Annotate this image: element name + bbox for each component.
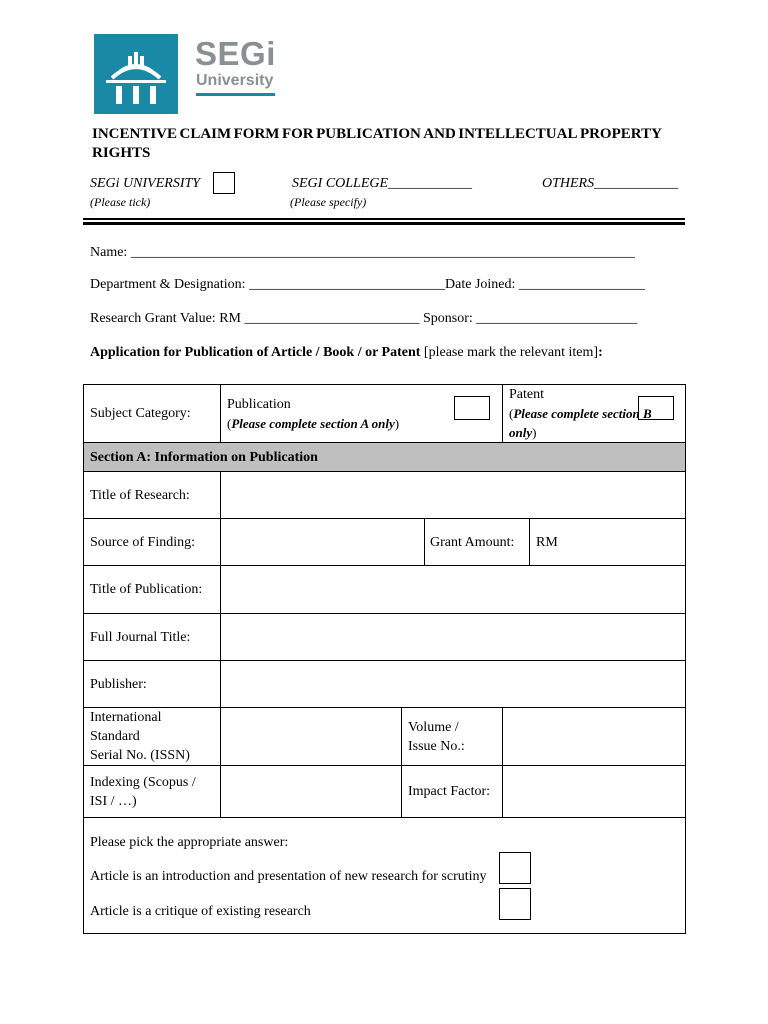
- form-title-word: FOR: [281, 126, 314, 142]
- grant-amount-label: Grant Amount:: [425, 519, 530, 566]
- option-segi-university-hint: (Please tick): [90, 195, 151, 209]
- form-title: [92, 125, 662, 163]
- application-instruction-colon: :: [598, 345, 603, 360]
- source-of-finding-input[interactable]: [221, 519, 425, 566]
- grant-amount-input[interactable]: RM: [530, 519, 686, 566]
- header-divider-thick: [83, 222, 685, 225]
- indexing-label-line2: ISI / …): [90, 793, 137, 809]
- title-of-publication-input[interactable]: [221, 566, 686, 614]
- form-title-line1: [92, 125, 662, 144]
- option-others[interactable]: OTHERS____________: [542, 176, 679, 191]
- form-title-word: FORM: [233, 126, 280, 142]
- subject-category-label: Subject Category:: [84, 385, 221, 443]
- research-grant-field[interactable]: Research Grant Value: RM _________________________ Sponsor: _______________________: [90, 311, 638, 326]
- issn-label-line1: International Standard: [90, 710, 162, 744]
- answer-pick-cell: [84, 818, 686, 934]
- application-instruction-note: [please mark the relevant item]: [420, 345, 599, 360]
- name-field[interactable]: Name: ________________________________________________________________________: [90, 245, 635, 260]
- header-divider: [83, 218, 685, 220]
- logo-underline: [196, 93, 275, 96]
- university-logo-icon: [94, 34, 178, 114]
- form-title-word: PUBLICATION: [316, 126, 421, 142]
- publication-checkbox[interactable]: [454, 396, 490, 420]
- form-title-word: AND: [423, 126, 456, 142]
- volume-issue-label: [402, 708, 503, 766]
- logo-subtitle: University: [196, 72, 274, 89]
- issn-input[interactable]: [221, 708, 402, 766]
- answer-critique-checkbox[interactable]: [499, 888, 531, 920]
- publisher-label: Publisher:: [84, 661, 221, 708]
- volume-issue-input[interactable]: [503, 708, 686, 766]
- answer-new-research: Article is an introduction and presentation of new research for scrutiny: [90, 869, 487, 884]
- pick-answer-prompt: Please pick the appropriate answer:: [90, 835, 289, 850]
- issn-label-line2: Serial No. (ISSN): [90, 748, 190, 763]
- impact-factor-label: Impact Factor:: [402, 766, 503, 818]
- department-designation-field[interactable]: Department & Designation: ____________________________Date Joined: __________________: [90, 277, 645, 292]
- patent-note-close: ): [532, 425, 537, 440]
- publication-note: Please complete section A only: [231, 415, 395, 431]
- title-of-research-label: Title of Research:: [84, 472, 221, 519]
- option-segi-university: SEGi UNIVERSITY: [90, 176, 201, 191]
- option-segi-college[interactable]: SEGI COLLEGE____________: [292, 176, 473, 191]
- publication-label: Publication: [227, 396, 291, 412]
- patent-option-cell: [503, 385, 686, 443]
- segi-university-checkbox[interactable]: [213, 172, 235, 194]
- full-journal-title-input[interactable]: [221, 614, 686, 661]
- logo-brand: SEGi: [195, 35, 276, 72]
- title-of-publication-label: Title of Publication:: [84, 566, 221, 614]
- form-title-line2: RIGHTS: [92, 145, 151, 161]
- indexing-label: [84, 766, 221, 818]
- publisher-input[interactable]: [221, 661, 686, 708]
- application-instruction-bold: Application for Publication of Article / Book / or Patent: [90, 345, 421, 360]
- title-of-research-input[interactable]: [221, 472, 686, 519]
- answer-critique: Article is a critique of existing research: [90, 904, 311, 919]
- form-title-word: INTELLECTUAL: [458, 126, 578, 142]
- patent-note: Please complete section B only: [509, 406, 652, 440]
- patent-label: Patent: [509, 387, 545, 402]
- publication-option-cell: [221, 385, 503, 443]
- source-of-finding-label: Source of Finding:: [84, 519, 221, 566]
- full-journal-title-label: Full Journal Title:: [84, 614, 221, 661]
- application-instruction: [90, 345, 603, 361]
- publication-note-close: ): [394, 415, 400, 431]
- volume-label-line1: Volume /: [408, 719, 459, 735]
- answer-new-research-checkbox[interactable]: [499, 852, 531, 884]
- indexing-label-line1: Indexing (Scopus /: [90, 774, 196, 790]
- issn-label: [84, 708, 221, 766]
- form-title-word: INCENTIVE: [92, 126, 178, 142]
- patent-checkbox[interactable]: [638, 396, 674, 420]
- section-a-header: Section A: Information on Publication: [84, 443, 686, 472]
- impact-factor-input[interactable]: [503, 766, 686, 818]
- publication-form-table: [83, 384, 685, 934]
- publication-note-open: (: [227, 415, 232, 431]
- indexing-input[interactable]: [221, 766, 402, 818]
- form-title-word: PROPERTY: [579, 126, 662, 142]
- option-segi-college-hint: (Please specify): [290, 195, 367, 209]
- patent-note-open: (: [509, 406, 514, 421]
- volume-label-line2: Issue No.:: [408, 738, 465, 754]
- form-title-word: CLAIM: [179, 126, 232, 142]
